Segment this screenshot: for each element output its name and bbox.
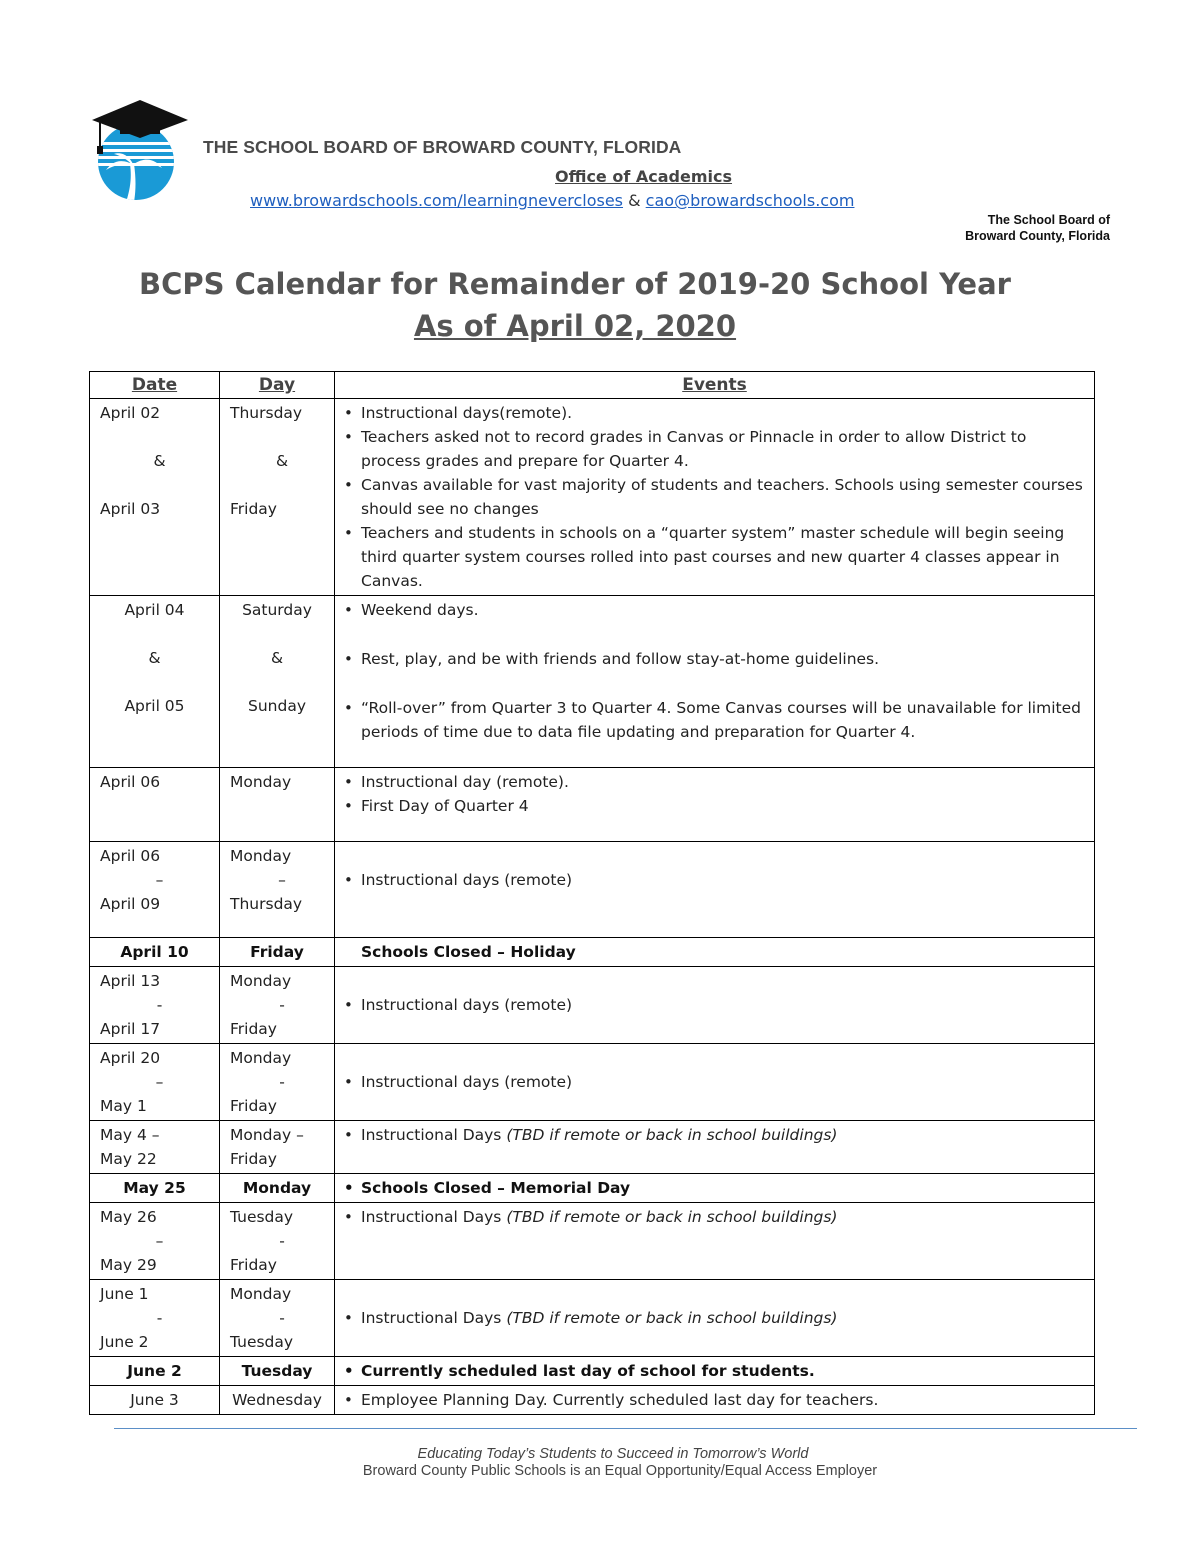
day-line: Tuesday — [230, 1208, 294, 1226]
event-text: First Day of Quarter 4 — [361, 797, 529, 815]
day-line: Friday — [230, 1020, 277, 1038]
contact-links — [250, 191, 854, 210]
event-item — [343, 473, 1086, 521]
date-line — [100, 473, 219, 497]
date-line — [100, 425, 219, 449]
date-line: April 09 — [100, 895, 161, 913]
event-item — [343, 1123, 1086, 1147]
email-link[interactable]: cao@browardschools.com — [645, 191, 855, 210]
day-line: Monday — [230, 773, 292, 791]
table-row — [90, 768, 1095, 842]
event-text: Instructional days (remote) — [361, 996, 573, 1014]
event-text: Currently scheduled last day of school for students. — [361, 1362, 815, 1380]
date-cell — [90, 1386, 220, 1415]
day-cell — [220, 938, 335, 967]
events-cell — [335, 1203, 1095, 1280]
event-item — [343, 1070, 1086, 1094]
event-text: Schools Closed – Holiday — [361, 943, 576, 961]
day-cell — [220, 842, 335, 938]
events-cell — [335, 1357, 1095, 1386]
event-note: (TBD if remote or back in school buildings) — [506, 1208, 838, 1226]
day-cell — [220, 1386, 335, 1415]
calendar-body — [90, 399, 1095, 1415]
footer-divider — [114, 1428, 1137, 1429]
date-line: June 2 — [127, 1362, 182, 1380]
date-line: May 26 — [100, 1208, 157, 1226]
date-cell — [90, 768, 220, 842]
day-cell — [220, 399, 335, 596]
learning-link[interactable]: www.browardschools.com/learningnevercloses — [250, 191, 624, 210]
event-item — [343, 598, 1086, 622]
date-line: – — [155, 1232, 164, 1250]
events-cell — [335, 967, 1095, 1044]
date-line: May 4 – — [100, 1126, 160, 1144]
date-line: April 04 — [124, 601, 185, 619]
day-line: & — [275, 452, 289, 470]
date-line: May 1 — [100, 1097, 147, 1115]
date-cell — [90, 1280, 220, 1357]
day-line: Monday – — [230, 1126, 304, 1144]
day-line: Friday — [250, 943, 304, 961]
date-line: April 06 — [100, 847, 161, 865]
event-item — [343, 794, 1086, 818]
day-line: Monday — [230, 1285, 292, 1303]
event-text: Canvas available for vast majority of students and teachers. Schools using semester courses should see no changes — [361, 476, 1083, 518]
event-note: (TBD if remote or back in school buildings) — [506, 1126, 838, 1144]
date-line: April 02 — [100, 404, 161, 422]
date-line: June 3 — [130, 1391, 179, 1409]
events-cell — [335, 768, 1095, 842]
event-text: Teachers asked not to record grades in Canvas or Pinnacle in order to allow District to process grades and prepare for Quarter 4. — [361, 428, 1027, 470]
event-text: “Roll-over” from Quarter 3 to Quarter 4. Some Canvas courses will be unavailable for limited periods of time due to data file updating and preparation for Quarter 4. — [361, 699, 1081, 741]
date-line: May 29 — [100, 1256, 157, 1274]
day-line: & — [270, 649, 284, 667]
date-line: April 20 — [100, 1049, 161, 1067]
day-line — [220, 622, 334, 646]
day-cell — [220, 1357, 335, 1386]
page-title: BCPS Calendar for Remainder of 2019-20 School Year — [139, 267, 1011, 301]
event-text: Instructional days (remote) — [361, 1073, 573, 1091]
event-item — [343, 1388, 1086, 1412]
header-date: Date — [90, 372, 220, 399]
date-cell — [90, 1203, 220, 1280]
event-item — [343, 425, 1086, 473]
day-cell — [220, 1174, 335, 1203]
event-text: Instructional Days — [361, 1126, 507, 1144]
table-row — [90, 1203, 1095, 1280]
event-item — [343, 1205, 1086, 1229]
day-line: – — [278, 871, 286, 889]
table-row — [90, 399, 1095, 596]
date-line: April 17 — [100, 1020, 161, 1038]
date-line: & — [148, 649, 161, 667]
day-line: Friday — [230, 1150, 277, 1168]
date-line: – — [155, 871, 164, 889]
date-cell — [90, 1044, 220, 1121]
day-line: - — [279, 1232, 285, 1250]
school-board-logo-icon — [90, 98, 190, 206]
table-row — [90, 1386, 1095, 1415]
day-cell — [220, 1280, 335, 1357]
day-line — [220, 670, 334, 694]
date-line: - — [156, 1309, 163, 1327]
day-line: Saturday — [242, 601, 312, 619]
day-line — [230, 473, 334, 497]
day-cell — [220, 967, 335, 1044]
table-row — [90, 1280, 1095, 1357]
day-cell — [220, 1044, 335, 1121]
date-line: April 10 — [120, 943, 189, 961]
date-cell — [90, 399, 220, 596]
table-row — [90, 842, 1095, 938]
event-text: Rest, play, and be with friends and follow stay-at-home guidelines. — [361, 650, 880, 668]
date-cell — [90, 596, 220, 768]
day-line: Monday — [242, 1179, 312, 1197]
event-text: Instructional Days — [361, 1309, 507, 1327]
calendar-table — [89, 371, 1095, 1415]
date-line: April 06 — [100, 773, 161, 791]
day-line: - — [279, 1309, 285, 1327]
board-signature — [965, 212, 1110, 244]
day-line: Friday — [230, 500, 277, 518]
event-item — [343, 647, 1086, 671]
table-row — [90, 938, 1095, 967]
day-line: Monday — [230, 972, 292, 990]
date-cell — [90, 967, 220, 1044]
event-item — [343, 868, 1086, 892]
event-text: Schools Closed – Memorial Day — [361, 1179, 631, 1197]
table-row — [90, 1044, 1095, 1121]
header-day: Day — [220, 372, 335, 399]
date-cell — [90, 1174, 220, 1203]
board-line-1: The School Board of — [987, 213, 1110, 227]
day-cell — [220, 1121, 335, 1174]
events-cell — [335, 842, 1095, 938]
event-text: Instructional days (remote) — [361, 871, 573, 889]
events-cell — [335, 596, 1095, 768]
day-line: Thursday — [230, 895, 303, 913]
event-item — [343, 401, 1086, 425]
event-item — [343, 696, 1086, 744]
day-line — [230, 425, 334, 449]
day-line: Thursday — [230, 404, 303, 422]
event-text: Teachers and students in schools on a “quarter system” master schedule will begin seeing third quarter system courses rolled into past courses and new quarter 4 classes appear in Canvas. — [361, 524, 1065, 590]
footer-eeo: Broward County Public Schools is an Equal Opportunity/Equal Access Employer — [362, 1463, 878, 1479]
date-cell — [90, 938, 220, 967]
events-cell — [335, 1121, 1095, 1174]
event-item — [343, 1359, 1086, 1383]
table-row — [90, 1174, 1095, 1203]
events-cell — [335, 1280, 1095, 1357]
events-cell — [335, 1044, 1095, 1121]
date-cell — [90, 1357, 220, 1386]
event-item — [343, 521, 1086, 593]
event-item — [343, 1306, 1086, 1330]
day-line: Friday — [230, 1256, 277, 1274]
event-text: Employee Planning Day. Currently scheduled last day for teachers. — [361, 1391, 879, 1409]
page-subtitle: As of April 02, 2020 — [413, 309, 737, 343]
date-cell — [90, 842, 220, 938]
date-line: June 1 — [100, 1285, 149, 1303]
event-item — [343, 993, 1086, 1017]
day-line: Friday — [230, 1097, 277, 1115]
header-events: Events — [335, 372, 1095, 399]
event-text: Weekend days. — [361, 601, 479, 619]
table-row — [90, 1357, 1095, 1386]
day-line: Sunday — [248, 697, 306, 715]
day-cell — [220, 596, 335, 768]
event-item — [343, 1176, 1086, 1200]
day-line: - — [279, 996, 285, 1014]
event-note: (TBD if remote or back in school buildings) — [506, 1309, 838, 1327]
date-line: June 2 — [100, 1333, 149, 1351]
date-line: April 05 — [124, 697, 185, 715]
date-line: April 13 — [100, 972, 161, 990]
date-line: – — [155, 1073, 164, 1091]
date-line: May 25 — [123, 1179, 186, 1197]
day-line: - — [279, 1073, 285, 1091]
date-line: & — [153, 452, 166, 470]
event-text: Instructional days(remote). — [361, 404, 573, 422]
date-line — [90, 670, 219, 694]
links-separator: & — [623, 191, 646, 210]
day-cell — [220, 1203, 335, 1280]
footer-tagline: Educating Today’s Students to Succeed in Tomorrow’s World — [417, 1446, 809, 1462]
day-line: Tuesday — [241, 1362, 313, 1380]
day-line: Monday — [230, 847, 292, 865]
event-text: Instructional Days — [361, 1208, 507, 1226]
board-line-2: Broward County, Florida — [965, 229, 1110, 243]
table-row — [90, 967, 1095, 1044]
events-cell — [335, 938, 1095, 967]
event-item — [343, 770, 1086, 794]
day-line: Monday — [230, 1049, 292, 1067]
table-row — [90, 596, 1095, 768]
event-item — [343, 940, 1086, 964]
day-line: Tuesday — [230, 1333, 294, 1351]
date-cell — [90, 1121, 220, 1174]
date-line: - — [156, 996, 163, 1014]
events-cell — [335, 1174, 1095, 1203]
date-line — [90, 622, 219, 646]
org-name: THE SCHOOL BOARD OF BROWARD COUNTY, FLORIDA — [203, 137, 682, 157]
table-header-row — [90, 372, 1095, 399]
day-cell — [220, 768, 335, 842]
events-cell — [335, 399, 1095, 596]
table-row — [90, 1121, 1095, 1174]
event-text: Instructional day (remote). — [361, 773, 569, 791]
date-line: May 22 — [100, 1150, 157, 1168]
date-line: April 03 — [100, 500, 161, 518]
events-cell — [335, 1386, 1095, 1415]
office-name: Office of Academics — [555, 167, 733, 186]
day-line: Wednesday — [232, 1391, 322, 1409]
